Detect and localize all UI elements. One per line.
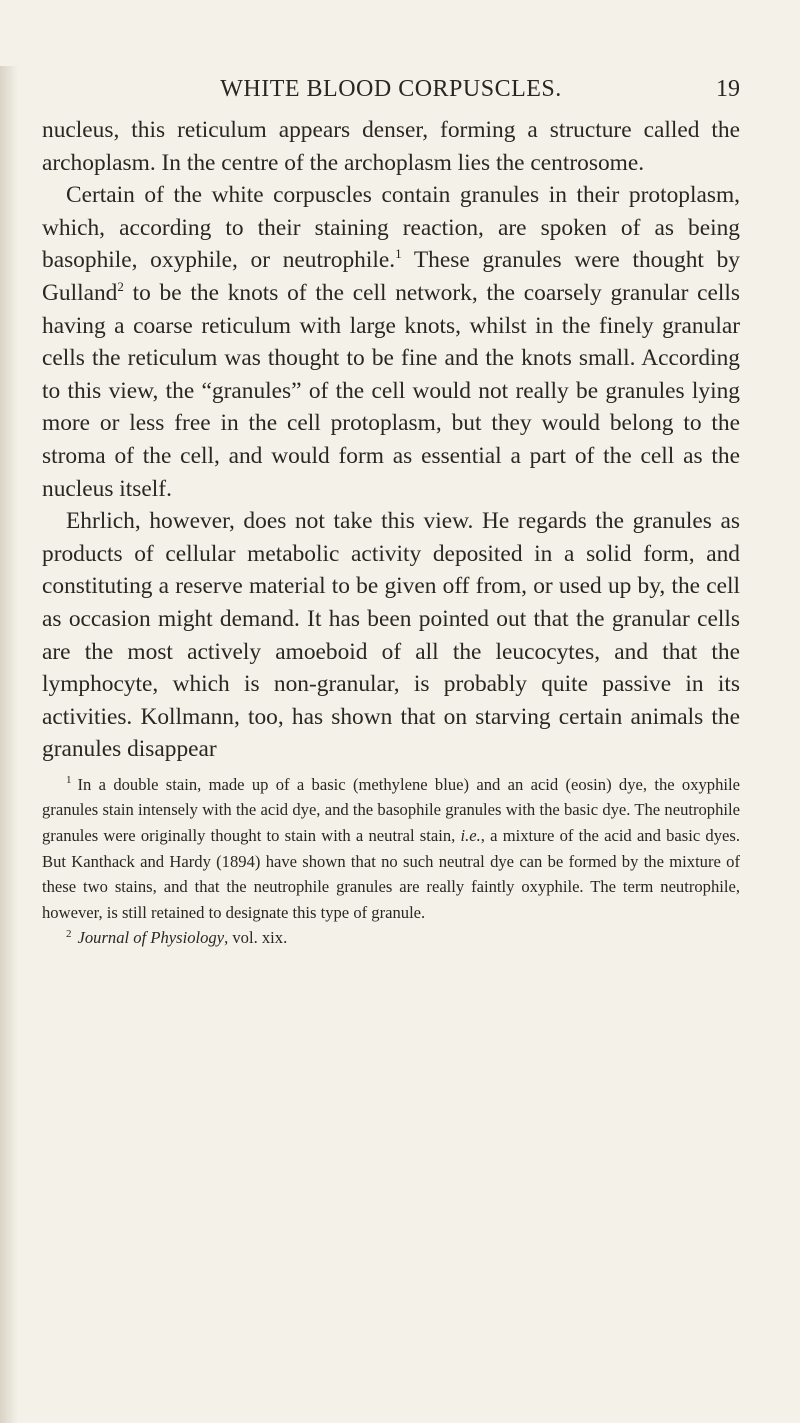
footnote-2-journal: Journal of Physiology (77, 928, 225, 948)
footnote-1-ie: i.e. (460, 826, 481, 846)
footnote-reference-1: 1 (395, 246, 402, 262)
paragraph-1: nucleus, this reticulum appears denser, forming a structure called the archoplasm. In the centre of the archoplasm lies the centrosome. (42, 117, 740, 176)
footnote-1-marker: 1 (66, 774, 72, 787)
footnote-2-rest: , vol. xix. (224, 928, 288, 948)
footnote-1 (42, 772, 740, 926)
page-number: 19 (716, 76, 740, 102)
footnotes (42, 772, 740, 951)
book-page (0, 66, 800, 1423)
footnote-2-marker: 2 (66, 927, 72, 940)
paragraph-2-part-1: Certain of the white corpuscles contain granules in their protoplasm, which, according to their staining reaction, are spoken of as being basophile, oxyphile, or neutrophile. (42, 182, 740, 274)
running-title: WHITE BLOOD CORPUSCLES. (220, 76, 562, 102)
paragraph-2 (42, 179, 740, 505)
body-text (42, 114, 740, 766)
paragraph-2-part-3: to be the knots of the cell network, the coarsely granular cells having a coarse reticulum with large knots, whilst in the finely granular cells the reticulum was thought to be fine and the knots small. According to this view, the “granules” of the cell would not really be granules lying more or less free in the cell protoplasm, but they would belong to the stroma of the cell, and would form as essential a part of the cell as the nucleus itself. (42, 279, 740, 502)
footnote-1-part-1: In a double stain, made up of a basic (methylene blue) and an acid (eosin) dye, the oxyphile granules stain intensely with the acid dye, and the basophile granules with the basic dye. The neutrophile granules were originally thought to stain with a neutral stain, (42, 774, 740, 846)
paragraph-2-part-2: These granules were thought by Gulland (42, 247, 740, 306)
running-head (42, 66, 740, 106)
footnote-1-part-2: , a mixture of the acid and basic dyes. But Kanthack and Hardy (1894) have shown that no such neutral dye can be formed by the mixture of these two stains, and that the neutrophile granules are really faintly oxyphile. The term neutrophile, however, is still retained to designate this type of granule. (42, 826, 740, 922)
footnote-2 (42, 925, 740, 951)
footnote-reference-2: 2 (117, 279, 124, 295)
paragraph-3: Ehrlich, however, does not take this view. He regards the granules as products of cellular metabolic activity deposited in a solid form, and constituting a reserve material to be given off from, or used up by, the cell as occasion might demand. It has been pointed out that the granular cells are the most actively amoeboid of all the leucocytes, and that the lymphocyte, which is non-granular, is probably quite passive in its activities. Kollmann, too, has shown that on starving certain animals the granules disappear (42, 508, 740, 763)
